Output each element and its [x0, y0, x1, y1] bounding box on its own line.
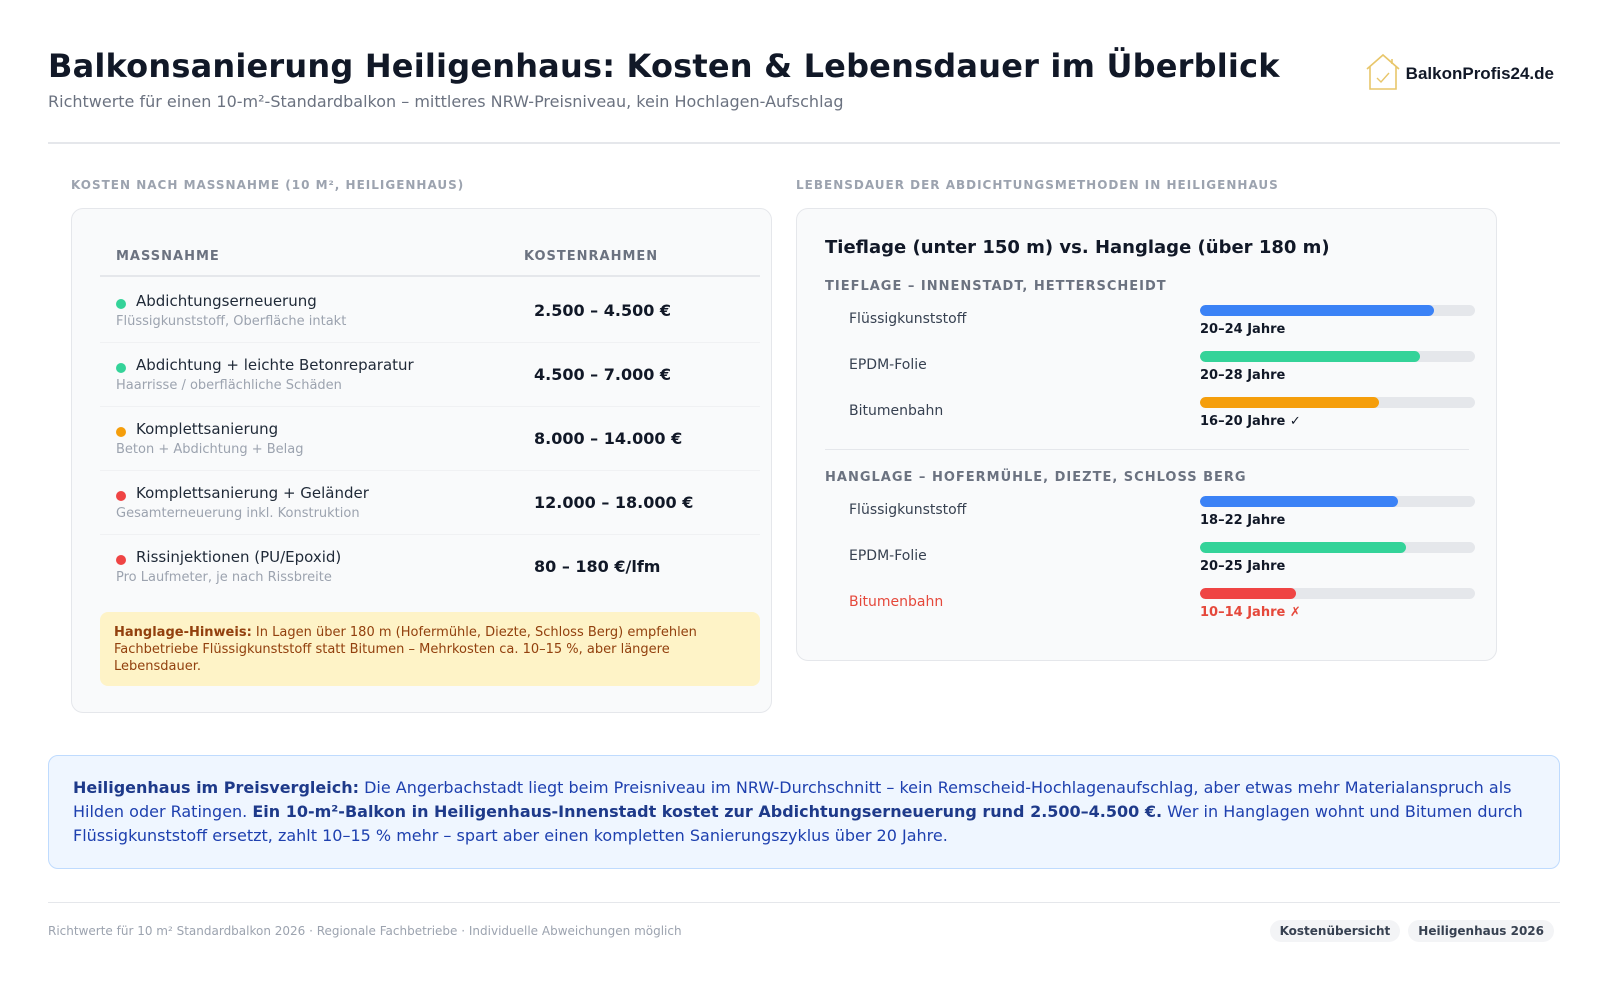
measure-name: Rissinjektionen (PU/Epoxid) [136, 548, 342, 566]
lifespan-bar-track [1200, 305, 1475, 316]
price-comparison-box [48, 755, 1560, 869]
lifespan-row [825, 542, 1465, 588]
table-row [100, 342, 760, 407]
status-dot-red [116, 555, 126, 565]
measure-desc: Pro Laufmeter, je nach Rissbreite [116, 570, 332, 585]
costs-card [71, 208, 772, 713]
measure-desc: Flüssigkunststoff, Oberfläche intakt [116, 314, 347, 329]
lifespan-value: 20–24 Jahre [1200, 322, 1286, 337]
measure-desc: Haarrisse / oberflächliche Schäden [116, 378, 342, 393]
footer-divider [48, 902, 1560, 903]
lifespan-value: 10–14 Jahre ✗ [1200, 605, 1301, 620]
group-label-tieflage: TIEFLAGE – INNENSTADT, HETTERSCHEIDT [825, 279, 1167, 294]
lifespan-title: Tieflage (unter 150 m) vs. Hanglage (über 180 m) [825, 237, 1330, 258]
footer-text: Richtwerte für 10 m² Standardbalkon 2026 · Regionale Fachbetriebe · Individuelle Abweichungen möglich [48, 924, 682, 938]
method-name: EPDM-Folie [849, 357, 927, 373]
measure-cost: 80 – 180 €/lfm [534, 557, 661, 576]
lifespan-value: 16–20 Jahre ✓ [1200, 414, 1301, 429]
tag-heiligenhaus-2026[interactable]: Heiligenhaus 2026 [1408, 920, 1554, 942]
table-row [100, 534, 760, 599]
page-title: Balkonsanierung Heiligenhaus: Kosten & Lebensdauer im Überblick [48, 47, 1280, 85]
table-row [100, 406, 760, 471]
group-label-hanglage: HANGLAGE – HOFERMÜHLE, DIEZTE, SCHLOSS BERG [825, 470, 1247, 485]
lifespan-value: 20–28 Jahre [1200, 368, 1286, 383]
measure-name: Komplettsanierung [136, 420, 279, 438]
measure-name: Abdichtung + leichte Betonreparatur [136, 356, 414, 374]
lifespan-value: 20–25 Jahre [1200, 559, 1286, 574]
method-name: EPDM-Folie [849, 548, 927, 564]
lifespan-bar-fill [1200, 496, 1398, 507]
costs-table-header [100, 239, 760, 277]
footer-tags [1270, 920, 1554, 942]
method-name: Bitumenbahn [849, 403, 944, 419]
lifespan-value: 18–22 Jahre [1200, 513, 1286, 528]
method-name: Flüssigkunststoff [849, 311, 967, 327]
measure-name: Abdichtungserneuerung [136, 292, 317, 310]
lifespan-row [825, 397, 1465, 443]
table-row [100, 278, 760, 343]
info-text-1: Die Angerbachstadt liegt beim Preisniveau im NRW-Durchschnitt – kein Remscheid-Hochlagenaufschlag, aber etwas mehr Materialanspruch als Hilden oder Ratingen. [73, 778, 1512, 821]
page-subtitle: Richtwerte für einen 10-m²-Standardbalkon – mittleres NRW-Preisniveau, kein Hochlagen-Aufschlag [48, 92, 844, 111]
measure-name: Komplettsanierung + Geländer [136, 484, 369, 502]
lifespan-row-warning [825, 588, 1465, 634]
note-text: In Lagen über 180 m (Hofermühle, Diezte, Schloss Berg) empfehlen Fachbetriebe Flüssigkunststoff statt Bitumen – Mehrkosten ca. 10–15 %, aber längere Lebensdauer. [114, 625, 697, 674]
house-check-icon [1364, 52, 1402, 96]
info-text-2: Wer in Hanglagen wohnt und Bitumen durch Flüssigkunststoff ersetzt, zahlt 10–15 % mehr – spart aber einen kompletten Sanierungszyklus über 20 Jahre. [73, 802, 1523, 845]
lifespan-section-label: LEBENSDAUER DER ABDICHTUNGSMETHODEN IN HEILIGENHAUS [796, 178, 1279, 192]
lifespan-bar-fill [1200, 305, 1434, 316]
table-row [100, 470, 760, 535]
lifespan-bar-track [1200, 496, 1475, 507]
measure-cost: 12.000 – 18.000 € [534, 493, 694, 512]
lifespan-bar-track [1200, 588, 1475, 599]
hanglage-note [100, 612, 760, 686]
method-name: Flüssigkunststoff [849, 502, 967, 518]
info-lead: Heiligenhaus im Preisvergleich: [73, 778, 359, 797]
page-header [48, 44, 1560, 144]
status-dot-red [116, 491, 126, 501]
costs-section-label: KOSTEN NACH MASSNAHME (10 M², HEILIGENHAUS) [71, 178, 465, 192]
lifespan-bar-fill [1200, 397, 1379, 408]
lifespan-bar-fill [1200, 588, 1296, 599]
group-divider [825, 449, 1469, 450]
lifespan-bar-fill [1200, 351, 1420, 362]
status-dot-green [116, 299, 126, 309]
method-name: Bitumenbahn [849, 594, 944, 610]
brand-name: BalkonProfis24.de [1405, 64, 1554, 83]
lifespan-bar-track [1200, 542, 1475, 553]
lifespan-row [825, 496, 1465, 542]
lifespan-row [825, 305, 1465, 351]
tag-kostenuebersicht[interactable]: Kostenübersicht [1270, 920, 1401, 942]
lifespan-bar-track [1200, 351, 1475, 362]
lifespan-bar-fill [1200, 542, 1406, 553]
note-label: Hanglage-Hinweis: [114, 625, 252, 640]
lifespan-row [825, 351, 1465, 397]
measure-cost: 2.500 – 4.500 € [534, 301, 672, 320]
info-highlight: Ein 10-m²-Balkon in Heiligenhaus-Innenstadt kostet zur Abdichtungserneuerung rund 2.500–4.500 €. [252, 802, 1163, 821]
col-header-cost: KOSTENRAHMEN [524, 249, 659, 264]
status-dot-green [116, 363, 126, 373]
lifespan-bar-track [1200, 397, 1475, 408]
brand-logo[interactable] [1364, 52, 1554, 96]
status-dot-amber [116, 427, 126, 437]
col-header-measure: MASSNAHME [116, 249, 220, 264]
measure-desc: Beton + Abdichtung + Belag [116, 442, 304, 457]
measure-cost: 8.000 – 14.000 € [534, 429, 683, 448]
lifespan-card [796, 208, 1497, 661]
measure-desc: Gesamterneuerung inkl. Konstruktion [116, 506, 360, 521]
measure-cost: 4.500 – 7.000 € [534, 365, 672, 384]
